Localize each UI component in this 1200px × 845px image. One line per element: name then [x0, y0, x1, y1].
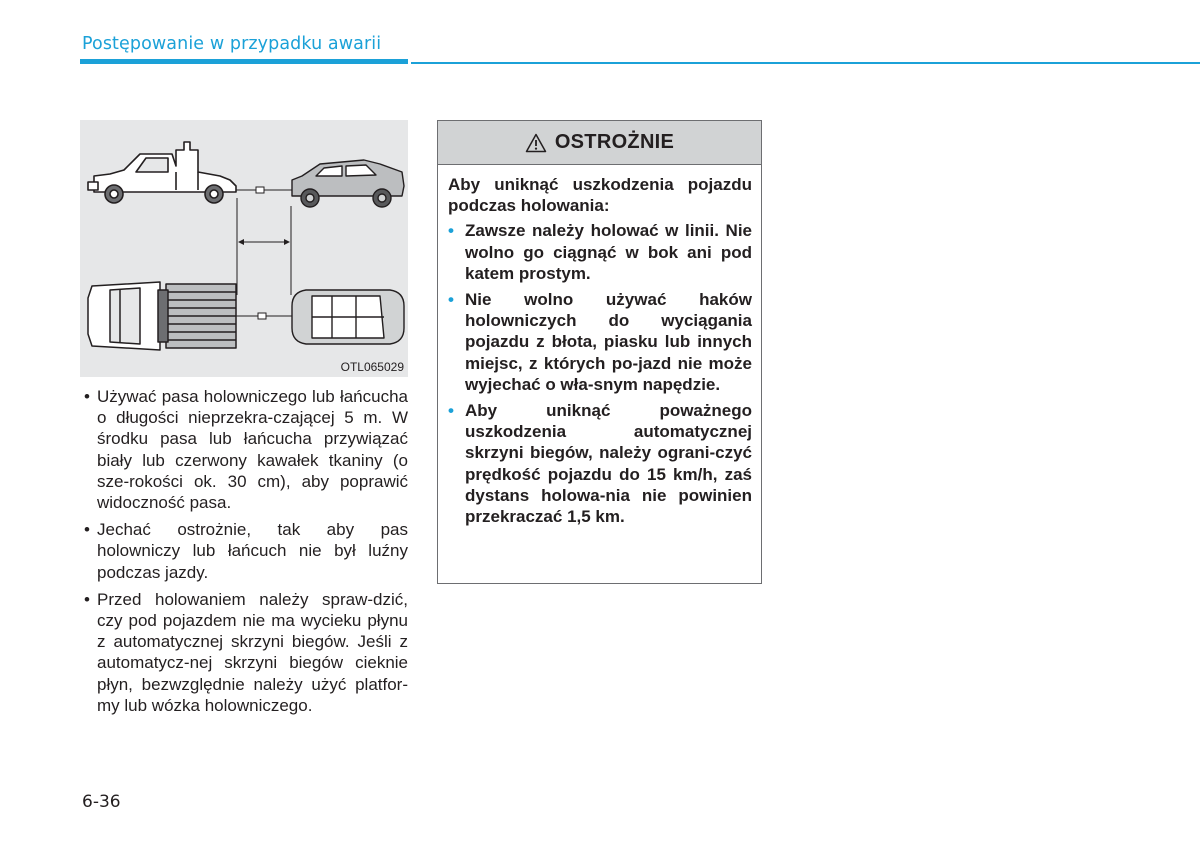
- list-item: • Nie wolno używać haków holowniczych do wyciągania pojazdu z błota, piasku lub innych miejsc, z których po-jazd nie może wyjechać o wła-snym napędzie.: [448, 290, 752, 394]
- caution-box: [437, 120, 762, 584]
- caution-body: [438, 165, 761, 527]
- list-item: • Jechać ostrożnie, tak aby pas holowniczy lub łańcuch nie był luźny podczas jazdy.: [84, 520, 408, 582]
- suv-side: [292, 160, 404, 207]
- bullet-icon: •: [84, 520, 90, 540]
- list-item: • Zawsze należy holować w linii. Nie wolno go ciągnąć w bok ani pod katem prostym.: [448, 221, 752, 283]
- bullet-icon: •: [84, 589, 90, 609]
- bullet-icon: •: [448, 221, 454, 241]
- caution-header: [438, 121, 761, 165]
- tow-truck-top: [88, 282, 236, 350]
- towing-illustration: [80, 120, 408, 377]
- header-rule-thin: [411, 62, 1200, 64]
- list-item: • Używać pasa holowniczego lub łańcucha o długości nieprzekra-czającej 5 m. W środku pasa lub łańcucha przywiązać biały lub czerwony kawałek tkaniny (o sze-rokości ok. 30 cm), aby poprawić widoczność pasa.: [84, 387, 408, 513]
- header-rule-thick: [80, 59, 408, 64]
- section-title: Postępowanie w przypadku awarii: [82, 34, 382, 54]
- page-number: 6-36: [82, 792, 121, 812]
- list-item: • Aby uniknąć poważnego uszkodzenia automatycznej skrzyni biegów, należy ograni-czyć prędkość pojazdu do 15 km/h, zaś dystans holowa-nia nie powinien przekraczać 1,5 km.: [448, 401, 752, 527]
- suv-top: [292, 290, 404, 344]
- towing-tips-list: [80, 386, 408, 722]
- warning-triangle-icon: [525, 133, 547, 153]
- tow-truck-side: [88, 142, 236, 203]
- bullet-icon: •: [448, 401, 454, 421]
- caution-intro: Aby uniknąć uszkodzenia pojazdu podczas holowania:: [448, 175, 752, 216]
- bullet-icon: •: [448, 290, 454, 310]
- caution-title: OSTROŻNIE: [554, 131, 675, 153]
- figure-code: OTL065029: [340, 360, 404, 374]
- towing-diagram: [80, 120, 408, 377]
- caution-list: [448, 220, 752, 527]
- list-item: • Przed holowaniem należy spraw-dzić, czy pod pojazdem nie ma wycieku płynu z automatycznej skrzyni biegów. Jeśli z automatycz-nej skrzyni biegów cieknie płyn, bezwzględnie należy użyć platfor-my lub wózka holowniczego.: [84, 589, 408, 715]
- bullet-icon: •: [84, 387, 90, 406]
